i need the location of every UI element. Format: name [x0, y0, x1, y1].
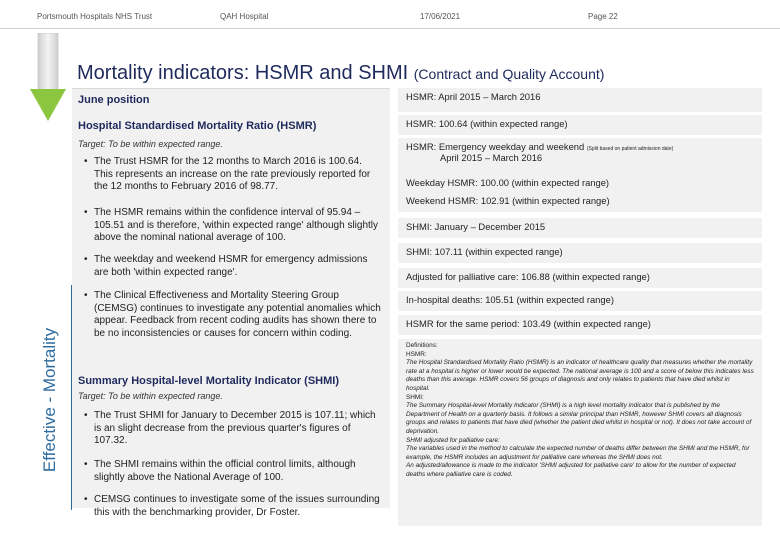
- definitions-box: [398, 339, 762, 526]
- shmi-heading: Summary Hospital-level Mortality Indicator (SHMI): [78, 375, 339, 387]
- page-title: [77, 62, 604, 85]
- weekend-hsmr: Weekend HSMR: 102.91 (within expected range): [398, 192, 762, 212]
- emergency-hsmr-box: [398, 138, 762, 174]
- emergency-hsmr-title: HSMR: Emergency weekday and weekend: [406, 141, 585, 152]
- hsmr-bullet: • The Trust HSMR for the 12 months to March 2016 is 100.64. This represents an increase on the rate previously reported for the 12 months to February 2016 of 98.77.: [82, 156, 382, 194]
- emergency-hsmr-note: (Split based on patient admission date): [586, 146, 674, 152]
- hsmr-value: HSMR: 100.64 (within expected range): [398, 115, 762, 135]
- header-divider: [0, 28, 780, 29]
- side-label-text: Effective - Mortality: [40, 327, 59, 473]
- palliative-adjusted: Adjusted for palliative care: 106.88 (within expected range): [398, 268, 762, 288]
- shmi-value: SHMI: 107.11 (within expected range): [398, 243, 762, 263]
- hsmr-bullet: • The HSMR remains within the confidence interval of 95.94 – 105.51 and is therefore, 'within expected range' although slightly above the nominal national average of 100.: [82, 207, 382, 245]
- definitions-adjusted-text: The variables used in the method to calculate the expected number of deaths differ between the SHMI and the HSMR, for example, the HSMR includes an adjustment for palliative care whereas the SHMI does not.: [406, 445, 750, 461]
- shmi-bullet: • CEMSG continues to investigate some of the issues surrounding this with the benchmarking provider, Dr Foster.: [82, 494, 382, 519]
- definitions-title: Definitions:: [406, 342, 438, 349]
- hsmr-same-period: HSMR for the same period: 103.49 (within expected range): [398, 315, 762, 335]
- emergency-hsmr-period: April 2015 – March 2016: [440, 152, 543, 163]
- page-title-sub: (Contract and Quality Account): [413, 66, 605, 82]
- definitions-hsmr-text: The Hospital Standardised Mortality Ratio (HSMR) is an indicator of healthcare quality that measures whether the mortality rate at a hospital is higher or lower would be expected. The national average is 100 and a score of below this indicates less deaths than this average. HSMR covers 56 groups of diagnosis and only relates to patients that have died whilst in hospital.: [406, 359, 754, 392]
- header-date: 17/06/2021: [420, 12, 461, 21]
- page-title-main: Mortality indicators: HSMR and SHMI: [77, 62, 409, 84]
- definitions-adjusted-label: SHMI adjusted for palliative care:: [406, 436, 500, 444]
- inhospital-deaths: In-hospital deaths: 105.51 (within expected range): [398, 291, 762, 311]
- hsmr-period: HSMR: April 2015 – March 2016: [398, 88, 762, 112]
- hsmr-target: Target: To be within expected range.: [78, 139, 223, 149]
- position-heading: June position: [78, 94, 150, 106]
- shmi-period: SHMI: January – December 2015: [398, 218, 762, 238]
- definitions-shmi-label: SHMI:: [406, 393, 424, 401]
- header-page: Page 22: [588, 12, 618, 21]
- hsmr-bullet: • The weekday and weekend HSMR for emergency admissions are both 'within expected range'.: [82, 254, 382, 279]
- down-arrow-icon: [30, 33, 66, 121]
- definitions-hsmr-label: HSMR:: [406, 350, 427, 358]
- header-org: Portsmouth Hospitals NHS Trust: [37, 12, 153, 21]
- definitions-adjusted-text-2: An adjusted/allowance is made to the indicator 'SHMI adjusted for palliative care' to allow for the number of expected deaths where palliative care is coded.: [406, 462, 736, 478]
- weekday-hsmr: Weekday HSMR: 100.00 (within expected range): [398, 174, 762, 192]
- definitions-shmi-text: The Summary Hospital-level Mortality Indicator (SHMI) is a high level mortality indicator that is published by the Department of Health on a quarterly basis. It follows a similar principal than HSMR, however SHMI covers all diagnosis groups and relates to patients that have died (whether the patient died whilst in hospital or not). It does not take account of deprivation.: [406, 402, 752, 435]
- shmi-bullet: • The Trust SHMI for January to December 2015 is 107.11; which is an slight decrease from the previous quarter's figures of 107.32.: [82, 410, 382, 448]
- header-site: QAH Hospital: [220, 12, 269, 21]
- commentary-panel: [72, 88, 390, 518]
- hsmr-bullet: • The Clinical Effectiveness and Mortality Steering Group (CEMSG) continues to investigate any potential anomalies which appear. Feedback from recent coding audits has shown there to be no inconsistencies or causes for concern within coding.: [82, 290, 382, 340]
- shmi-target: Target: To be within expected range.: [78, 391, 223, 401]
- hsmr-heading: Hospital Standardised Mortality Ratio (HSMR): [78, 120, 317, 132]
- side-label: [40, 290, 60, 510]
- shmi-bullet: • The SHMI remains within the official control limits, although slightly above the National Average of 100.: [82, 459, 382, 484]
